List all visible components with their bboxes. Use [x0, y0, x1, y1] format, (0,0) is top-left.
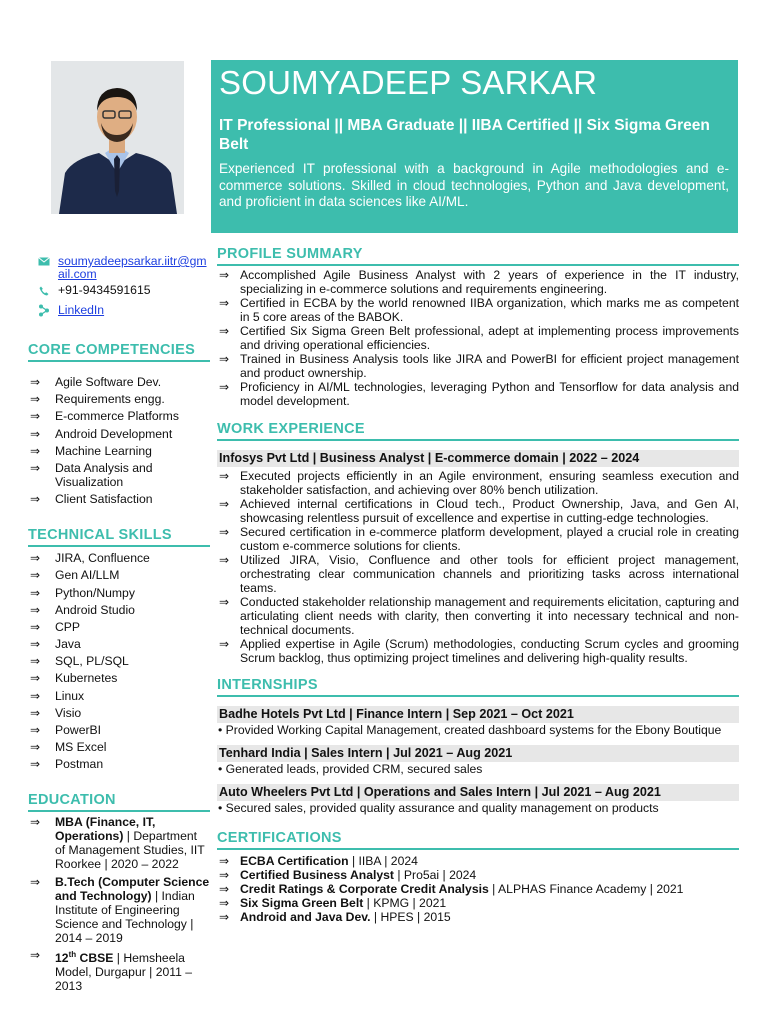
experience-item-text: Secured certification in e-commerce platform development, played a crucial role in creating custom e-commerce solutions for clients.: [240, 525, 739, 553]
education-detail: | Indian Institute of Engineering Science and Technology | 2014 – 2019: [55, 888, 195, 945]
skill-item: [28, 654, 210, 668]
technical-skills-list: [28, 551, 210, 771]
bullet-arrow: ⇒: [30, 602, 41, 617]
skill-item-text: Java: [55, 637, 81, 652]
internship-heading: Tenhard India | Sales Intern | Jul 2021 – Aug 2021: [217, 745, 739, 762]
competency-item: [28, 409, 210, 423]
internships-title: INTERNSHIPS: [217, 677, 739, 697]
internship-item: [217, 745, 739, 777]
competency-item: [28, 375, 210, 389]
internship-heading: Badhe Hotels Pvt Ltd | Finance Intern | Sep 2021 – Oct 2021: [217, 706, 739, 723]
skill-item-text: Linux: [55, 688, 85, 703]
experience-item-text: Utilized JIRA, Visio, Confluence and other tools for efficient project management, orchestrating clear communication channels and prioritizing tasks across international teams.: [240, 553, 739, 595]
certification-item: [217, 854, 739, 868]
summary-item-text: Certified Six Sigma Green Belt professional, adept at implementing process improvements and driving operational efficiencies.: [240, 324, 739, 352]
bullet-arrow: ⇒: [30, 757, 41, 772]
bullet-arrow: ⇒: [219, 553, 230, 567]
certification-name: Android and Java Dev.: [240, 910, 371, 924]
contact-linkedin-row: [36, 304, 210, 317]
bullet-arrow: ⇒: [30, 688, 41, 703]
work-experience-list: [217, 469, 739, 665]
skill-item-text: CPP: [55, 619, 81, 634]
bullet-arrow: ⇒: [219, 882, 230, 896]
competency-item-text: Requirements engg.: [55, 392, 165, 407]
skill-item: [28, 603, 210, 617]
bullet-arrow: ⇒: [30, 671, 41, 686]
bullet-arrow: ⇒: [30, 426, 41, 441]
contact-phone-row: [36, 284, 210, 297]
bullet-arrow: ⇒: [219, 268, 230, 282]
certification-detail: | ALPHAS Finance Academy | 2021: [488, 882, 684, 896]
education-item: [28, 875, 210, 945]
bullet-arrow: ⇒: [30, 723, 41, 737]
bullet-arrow: ⇒: [30, 619, 41, 634]
skill-item-text: Postman: [55, 757, 104, 772]
bullet-arrow: ⇒: [30, 568, 41, 583]
education-degree-name: CBSE: [76, 950, 114, 965]
bullet-arrow: ⇒: [30, 874, 41, 889]
contact-block: [28, 255, 210, 317]
phone-number: +91-9434591615: [58, 283, 151, 297]
right-column: [217, 246, 739, 924]
bullet-arrow: ⇒: [30, 460, 41, 475]
internships-list: [217, 706, 739, 816]
bullet-arrow: ⇒: [219, 910, 230, 924]
bullet-arrow: ⇒: [219, 469, 230, 483]
certification-detail: | Pro5ai | 2024: [393, 868, 477, 882]
competency-item-text: Data Analysis and Visualization: [55, 460, 153, 489]
experience-item: [217, 595, 739, 637]
summary-item-text: Proficiency in AI/ML technologies, leveraging Python and Tensorflow for data analysis and model development.: [240, 380, 739, 408]
bullet-arrow: ⇒: [219, 595, 230, 609]
certification-text: [240, 882, 683, 896]
bullet-arrow: ⇒: [30, 443, 41, 458]
education-item: [28, 948, 210, 993]
bullet-arrow: ⇒: [30, 409, 41, 424]
candidate-name: SOUMYADEEP SARKAR: [219, 64, 598, 101]
internship-item: [217, 706, 739, 738]
internship-heading: Auto Wheelers Pvt Ltd | Operations and Sales Intern | Jul 2021 – Aug 2021: [217, 784, 739, 801]
skill-item-text: PowerBI: [55, 723, 102, 737]
internship-description: • Provided Working Capital Management, created dashboard systems for the Ebony Boutique: [218, 723, 722, 737]
bullet-arrow: ⇒: [219, 296, 230, 310]
experience-item: [217, 525, 739, 553]
internship-description: • Secured sales, provided quality assurance and quality management on products: [218, 801, 659, 815]
work-experience-title: WORK EXPERIENCE: [217, 421, 739, 441]
bullet-arrow: ⇒: [219, 352, 230, 366]
bullet-arrow: ⇒: [219, 324, 230, 338]
profile-summary-title: PROFILE SUMMARY: [217, 246, 739, 266]
skill-item: [28, 568, 210, 582]
header-banner: [211, 60, 738, 233]
skill-item: [28, 551, 210, 565]
bullet-arrow: ⇒: [30, 815, 41, 830]
bullet-arrow: ⇒: [30, 740, 41, 755]
experience-item-text: Achieved internal certifications in Cloud tech., Product Ownership, Java, and Gen AI, showcasing relentless pursuit of excellence and expertise in cutting-edge technologies.: [240, 497, 739, 525]
certification-text: [240, 868, 476, 882]
bullet-arrow: ⇒: [219, 637, 230, 651]
experience-item-text: Applied expertise in Agile (Scrum) methodologies, conducting Scrum cycles and grooming Scrum backlog, thus optimizing project timelines and delivering high-quality results.: [240, 637, 739, 665]
experience-item: [217, 497, 739, 525]
bullet-arrow: ⇒: [219, 854, 230, 868]
bullet-arrow: ⇒: [30, 637, 41, 652]
certification-item: [217, 868, 739, 882]
education-degree-number: 12: [55, 950, 69, 965]
skill-item-text: SQL, PL/SQL: [55, 654, 129, 669]
skill-item-text: MS Excel: [55, 740, 107, 755]
certification-item: [217, 896, 739, 910]
competency-item-text: Android Development: [55, 426, 173, 441]
skill-item-text: Kubernetes: [55, 671, 118, 686]
bullet-arrow: ⇒: [30, 375, 41, 389]
certification-text: [240, 896, 446, 910]
profile-summary-list: [217, 268, 739, 408]
certification-item: [217, 882, 739, 896]
email-link[interactable]: soumyadeepsarkar.iitr@gmail.com: [58, 254, 207, 281]
skill-item: [28, 671, 210, 685]
certification-name: ECBA Certification: [240, 854, 349, 868]
skill-item-text: Android Studio: [55, 602, 135, 617]
summary-item-text: Accomplished Agile Business Analyst with 2 years of experience in the IT industry, specializing in e-commerce solutions and requirements engineering.: [240, 268, 739, 296]
summary-item: [217, 352, 739, 380]
skill-item-text: Gen AI/LLM: [55, 568, 120, 583]
person-photo-icon: [51, 61, 184, 214]
education-item: [28, 815, 210, 871]
summary-item-text: Certified in ECBA by the world renowned IIBA organization, which marks me as competent in 5 core areas of the BABOK.: [240, 296, 739, 324]
network-icon: [36, 304, 52, 317]
certification-name: Credit Ratings & Corporate Credit Analysis: [240, 882, 489, 896]
core-competencies-list: [28, 375, 210, 506]
bullet-arrow: ⇒: [30, 392, 41, 407]
bullet-arrow: ⇒: [30, 654, 41, 669]
competency-item-text: Machine Learning: [55, 443, 152, 458]
experience-item: [217, 553, 739, 595]
certification-text: [240, 854, 418, 868]
bullet-arrow: ⇒: [219, 380, 230, 394]
skill-item: [28, 757, 210, 771]
candidate-tagline: IT Professional || MBA Graduate || IIBA Certified || Six Sigma Green Belt: [219, 117, 710, 153]
education-degree: B.Tech (Computer Science and Technology): [55, 874, 210, 903]
education-degree: MBA (Finance, IT, Operations): [55, 815, 156, 844]
job-heading: Infosys Pvt Ltd | Business Analyst | E-commerce domain | 2022 – 2024: [217, 450, 739, 467]
summary-item: [217, 296, 739, 324]
contact-email-row: [36, 255, 210, 281]
summary-item-text: Trained in Business Analysis tools like JIRA and PowerBI for efficient project management and product ownership.: [240, 352, 739, 380]
left-column: [28, 255, 210, 996]
skill-item: [28, 637, 210, 651]
bullet-arrow: ⇒: [219, 896, 230, 910]
education-detail: | Hemsheela Model, Durgapur | 2011 – 2013: [55, 950, 193, 993]
skill-item: [28, 586, 210, 600]
competency-item: [28, 461, 210, 489]
skill-item-text: JIRA, Confluence: [55, 551, 150, 566]
experience-item-text: Conducted stakeholder relationship management and requirements elicitation, capturing and articulating client needs with clarity, then converting it into necessary technical and non-technical documents.: [240, 595, 739, 637]
bullet-arrow: ⇒: [30, 492, 41, 507]
experience-item: [217, 469, 739, 497]
summary-item: [217, 268, 739, 296]
phone-icon: [36, 284, 52, 297]
skill-item-text: Python/Numpy: [55, 585, 135, 600]
skill-item: [28, 740, 210, 754]
header-summary: Experienced IT professional with a background in Agile methodologies and e-commerce solutions. Skilled in cloud technologies, Python and Java development, and proficient in data sciences like AI/ML.: [219, 161, 729, 209]
certification-text: [240, 910, 451, 924]
skill-item: [28, 723, 210, 737]
competency-item-text: E-commerce Platforms: [55, 409, 179, 424]
experience-item: [217, 637, 739, 665]
bullet-arrow: ⇒: [219, 525, 230, 539]
bullet-arrow: ⇒: [30, 585, 41, 600]
skill-item: [28, 689, 210, 703]
core-competencies-title: CORE COMPETENCIES: [28, 342, 210, 362]
competency-item-text: Agile Software Dev.: [55, 375, 162, 389]
certification-name: Six Sigma Green Belt: [240, 896, 364, 910]
bullet-arrow: ⇒: [30, 947, 41, 962]
bullet-arrow: ⇒: [30, 551, 41, 566]
summary-item: [217, 380, 739, 408]
certification-item: [217, 910, 739, 924]
technical-skills-title: TECHNICAL SKILLS: [28, 527, 210, 547]
skill-item-text: Visio: [55, 705, 82, 720]
certification-detail: | IIBA | 2024: [348, 854, 418, 868]
certifications-title: CERTIFICATIONS: [217, 830, 739, 850]
certifications-list: [217, 854, 739, 924]
education-detail: | Department of Management Studies, IIT Roorkee | 2020 – 2022: [55, 829, 205, 872]
competency-item: [28, 392, 210, 406]
bullet-arrow: ⇒: [219, 497, 230, 511]
skill-item: [28, 706, 210, 720]
education-list: [28, 815, 210, 992]
experience-item-text: Executed projects efficiently in an Agile environment, ensuring seamless execution and stakeholder satisfaction, and achieving over 80% bench utilization.: [240, 469, 739, 497]
skill-item: [28, 620, 210, 634]
summary-item: [217, 324, 739, 352]
bullet-arrow: ⇒: [219, 868, 230, 882]
competency-item-text: Client Satisfaction: [55, 492, 153, 507]
competency-item: [28, 427, 210, 441]
certification-detail: | KPMG | 2021: [363, 896, 447, 910]
certification-name: Certified Business Analyst: [240, 868, 394, 882]
internship-item: [217, 784, 739, 816]
profile-photo: [51, 61, 184, 214]
competency-item: [28, 492, 210, 506]
education-title: EDUCATION: [28, 792, 210, 812]
linkedin-link[interactable]: LinkedIn: [58, 303, 105, 317]
internship-description: • Generated leads, provided CRM, secured sales: [218, 762, 483, 776]
bullet-arrow: ⇒: [30, 705, 41, 720]
competency-item: [28, 444, 210, 458]
education-degree-suffix: th: [68, 949, 77, 959]
mail-icon: [36, 255, 52, 268]
certification-detail: | HPES | 2015: [370, 910, 451, 924]
